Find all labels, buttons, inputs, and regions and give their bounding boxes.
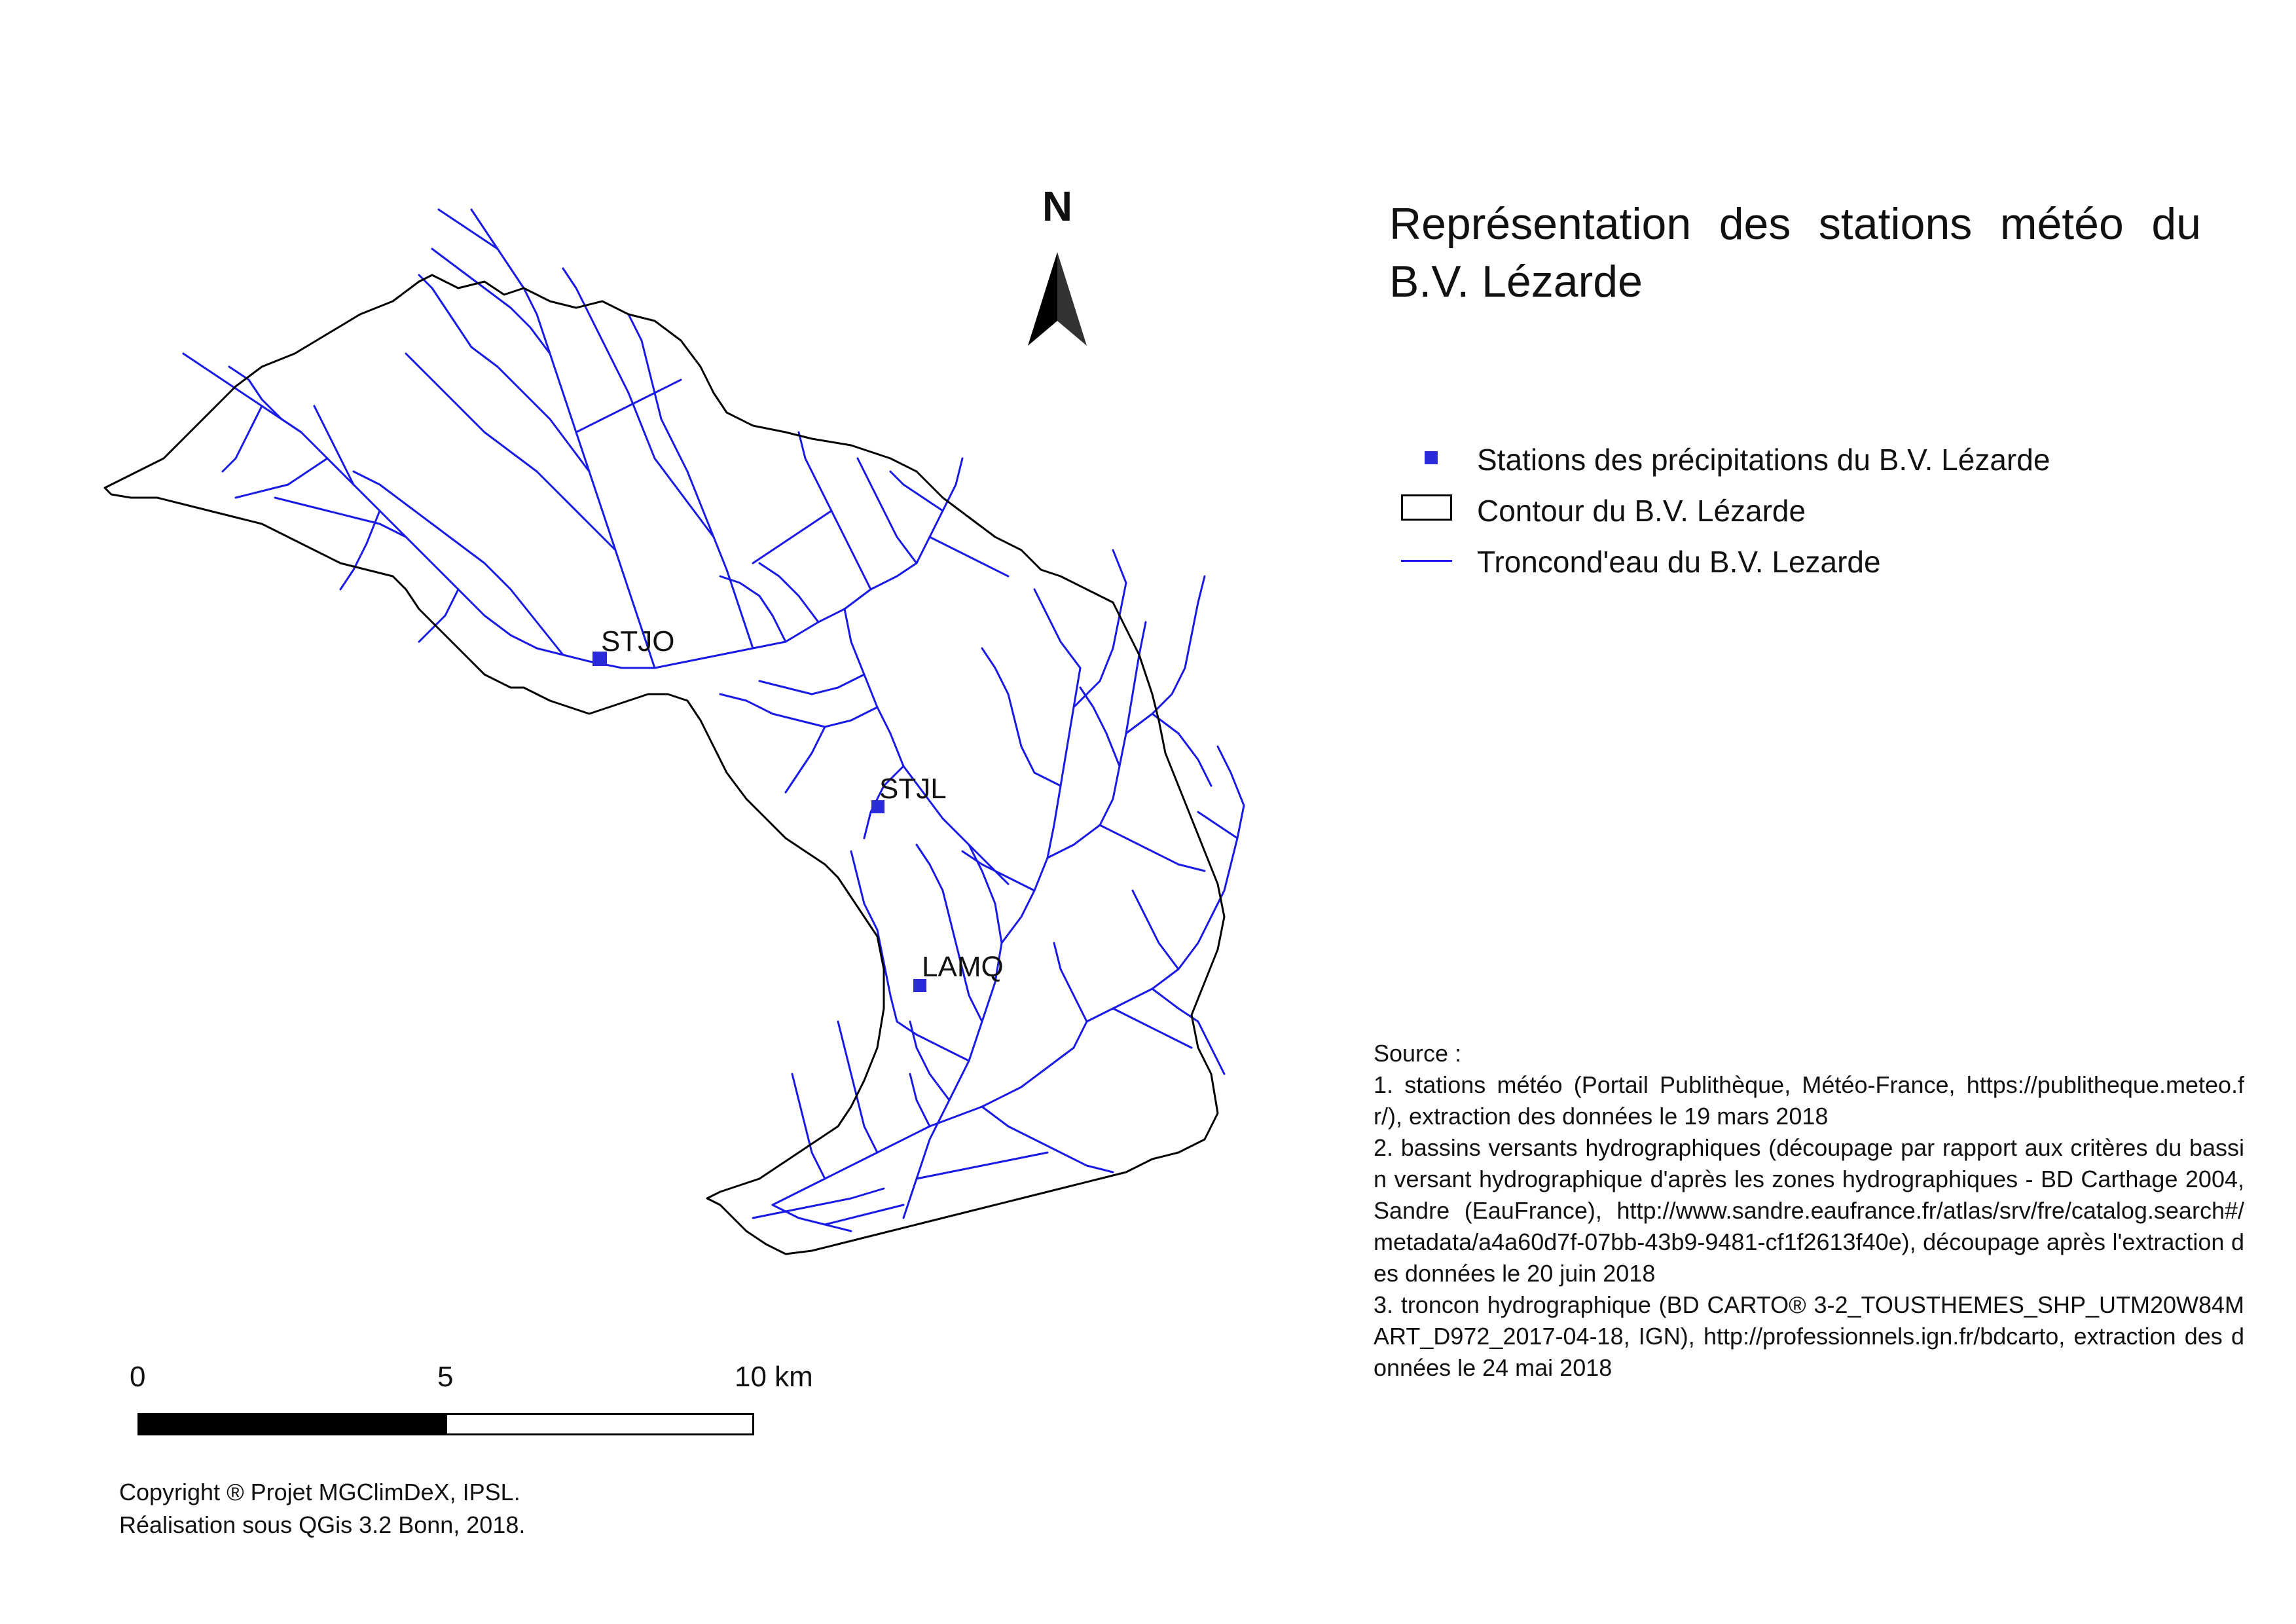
copyright-line: Copyright ® Projet MGClimDeX, IPSL. — [119, 1479, 520, 1505]
river-line-icon — [1401, 544, 1456, 576]
scale-bar-graphic — [137, 1413, 754, 1435]
scale-label-0: 0 — [130, 1361, 146, 1393]
legend-label: Contour du B.V. Lézarde — [1477, 494, 1806, 528]
north-arrow-icon — [1028, 252, 1087, 346]
source-heading: Source : — [1374, 1040, 1462, 1067]
source-item-3: 3. troncon hydrographique (BD CARTO® 3-2_TOUSTHEMES_SHP_UTM20W84MART_D972_2017-04-18, IGN), http://professionnels.ign.fr/bdcarto, extraction des données le 24 mai 2018 — [1374, 1291, 2244, 1381]
station-label-stjl: STJL — [879, 773, 947, 805]
north-label: N — [1042, 183, 1073, 230]
scale-bar-black-segment — [139, 1415, 447, 1433]
realisation-line: Réalisation sous QGis 3.2 Bonn, 2018. — [119, 1511, 526, 1538]
legend-label: Stations des précipitations du B.V. Lézarde — [1477, 443, 2050, 477]
station-label-lamq: LAMQ — [922, 951, 1004, 983]
station-square-icon — [1401, 442, 1456, 473]
scale-label-5: 5 — [437, 1361, 454, 1393]
source-block — [1374, 1038, 2244, 1384]
contour-rectangle-icon — [1401, 493, 1456, 525]
legend-label: Troncond'eau du B.V. Lezarde — [1477, 545, 1881, 579]
source-item-1: 1. stations météo (Portail Publithèque, Météo-France, https://publitheque.meteo.fr/), extraction des données le 19 mars 2018 — [1374, 1071, 2244, 1130]
watershed-outline — [105, 275, 1224, 1254]
copyright-block — [119, 1476, 525, 1541]
river-network — [183, 210, 1244, 1231]
station-label-stjo: STJO — [601, 625, 675, 657]
scale-label-10km: 10 km — [735, 1361, 813, 1393]
source-item-2: 2. bassins versants hydrographiques (découpage par rapport aux critères du bassin versant hydrographique d'après les zones hydrographiques - BD Carthage 2004, Sandre (EauFrance), http://www.sandre.eaufrance.fr/atlas/srv/fre/catalog.search#/metadata/a4a60d7f-07bb-43b9-9481-cf1f2613f40e), découpage après l'extraction des données le 20 juin 2018 — [1374, 1134, 2244, 1287]
map-title: Représentation des stations météo du B.V. Lézarde — [1389, 199, 2201, 306]
